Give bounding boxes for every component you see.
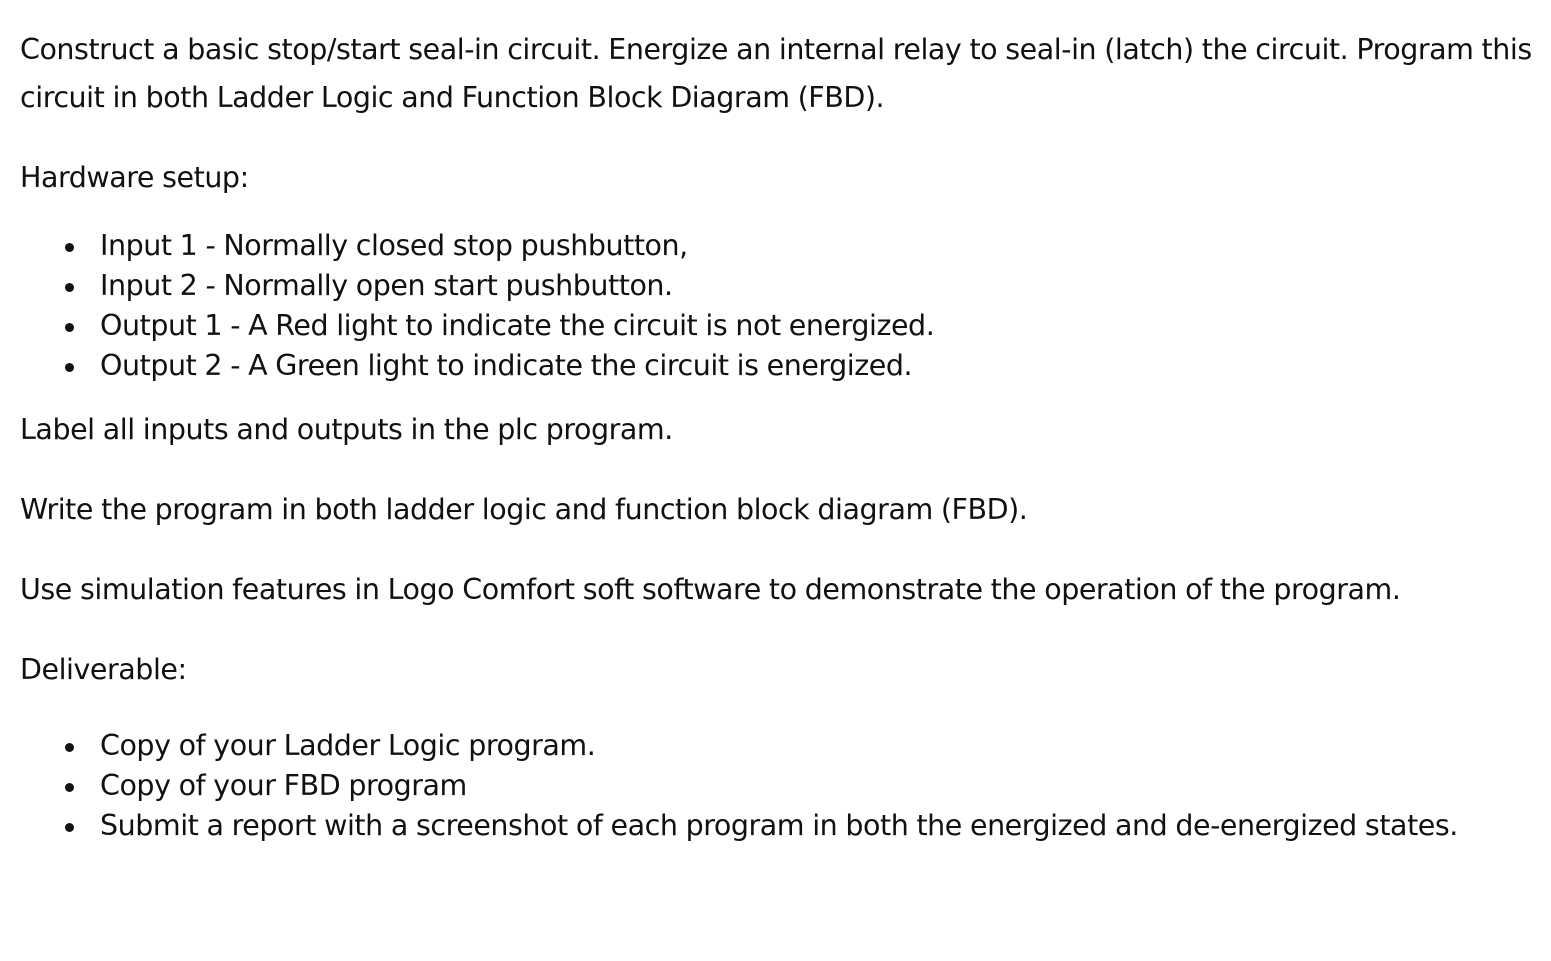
- list-item: [20, 806, 1540, 846]
- bullet-icon: [65, 243, 74, 252]
- bullet-icon: [65, 363, 74, 372]
- list-item: [20, 346, 1540, 386]
- simulation-instruction: Use simulation features in Logo Comfort soft software to demonstrate the operation of the program.: [20, 573, 1401, 606]
- bullet-icon: [65, 783, 74, 792]
- list-item: [20, 306, 1540, 346]
- hardware-heading: Hardware setup:: [20, 161, 249, 194]
- list-item-text: Output 1 - A Red light to indicate the circuit is not energized.: [100, 309, 935, 342]
- bullet-icon: [65, 283, 74, 292]
- list-item: [20, 766, 1540, 806]
- deliverable-list: [20, 726, 1540, 846]
- deliverable-heading: Deliverable:: [20, 653, 187, 686]
- list-item-text: Output 2 - A Green light to indicate the circuit is energized.: [100, 349, 913, 382]
- assignment-document: [20, 26, 1540, 870]
- list-item-text: Submit a report with a screenshot of each program in both the energized and de-energized states.: [100, 809, 1458, 842]
- label-instruction: Label all inputs and outputs in the plc program.: [20, 413, 673, 446]
- bullet-icon: [65, 743, 74, 752]
- list-item-text: Input 2 - Normally open start pushbutton.: [100, 269, 673, 302]
- list-item-text: Input 1 - Normally closed stop pushbutton,: [100, 229, 688, 262]
- intro-paragraph: Construct a basic stop/start seal-in circuit. Energize an internal relay to seal-in (latch) the circuit. Program this circuit in both Ladder Logic and Function Block Diagram (FBD).: [20, 33, 1532, 114]
- list-item-text: Copy of your FBD program: [100, 769, 467, 802]
- list-item: [20, 226, 1540, 266]
- list-item-text: Copy of your Ladder Logic program.: [100, 729, 596, 762]
- bullet-icon: [65, 823, 74, 832]
- write-instruction: Write the program in both ladder logic and function block diagram (FBD).: [20, 493, 1028, 526]
- list-item: [20, 266, 1540, 306]
- hardware-list: [20, 226, 1540, 386]
- list-item: [20, 726, 1540, 766]
- bullet-icon: [65, 323, 74, 332]
